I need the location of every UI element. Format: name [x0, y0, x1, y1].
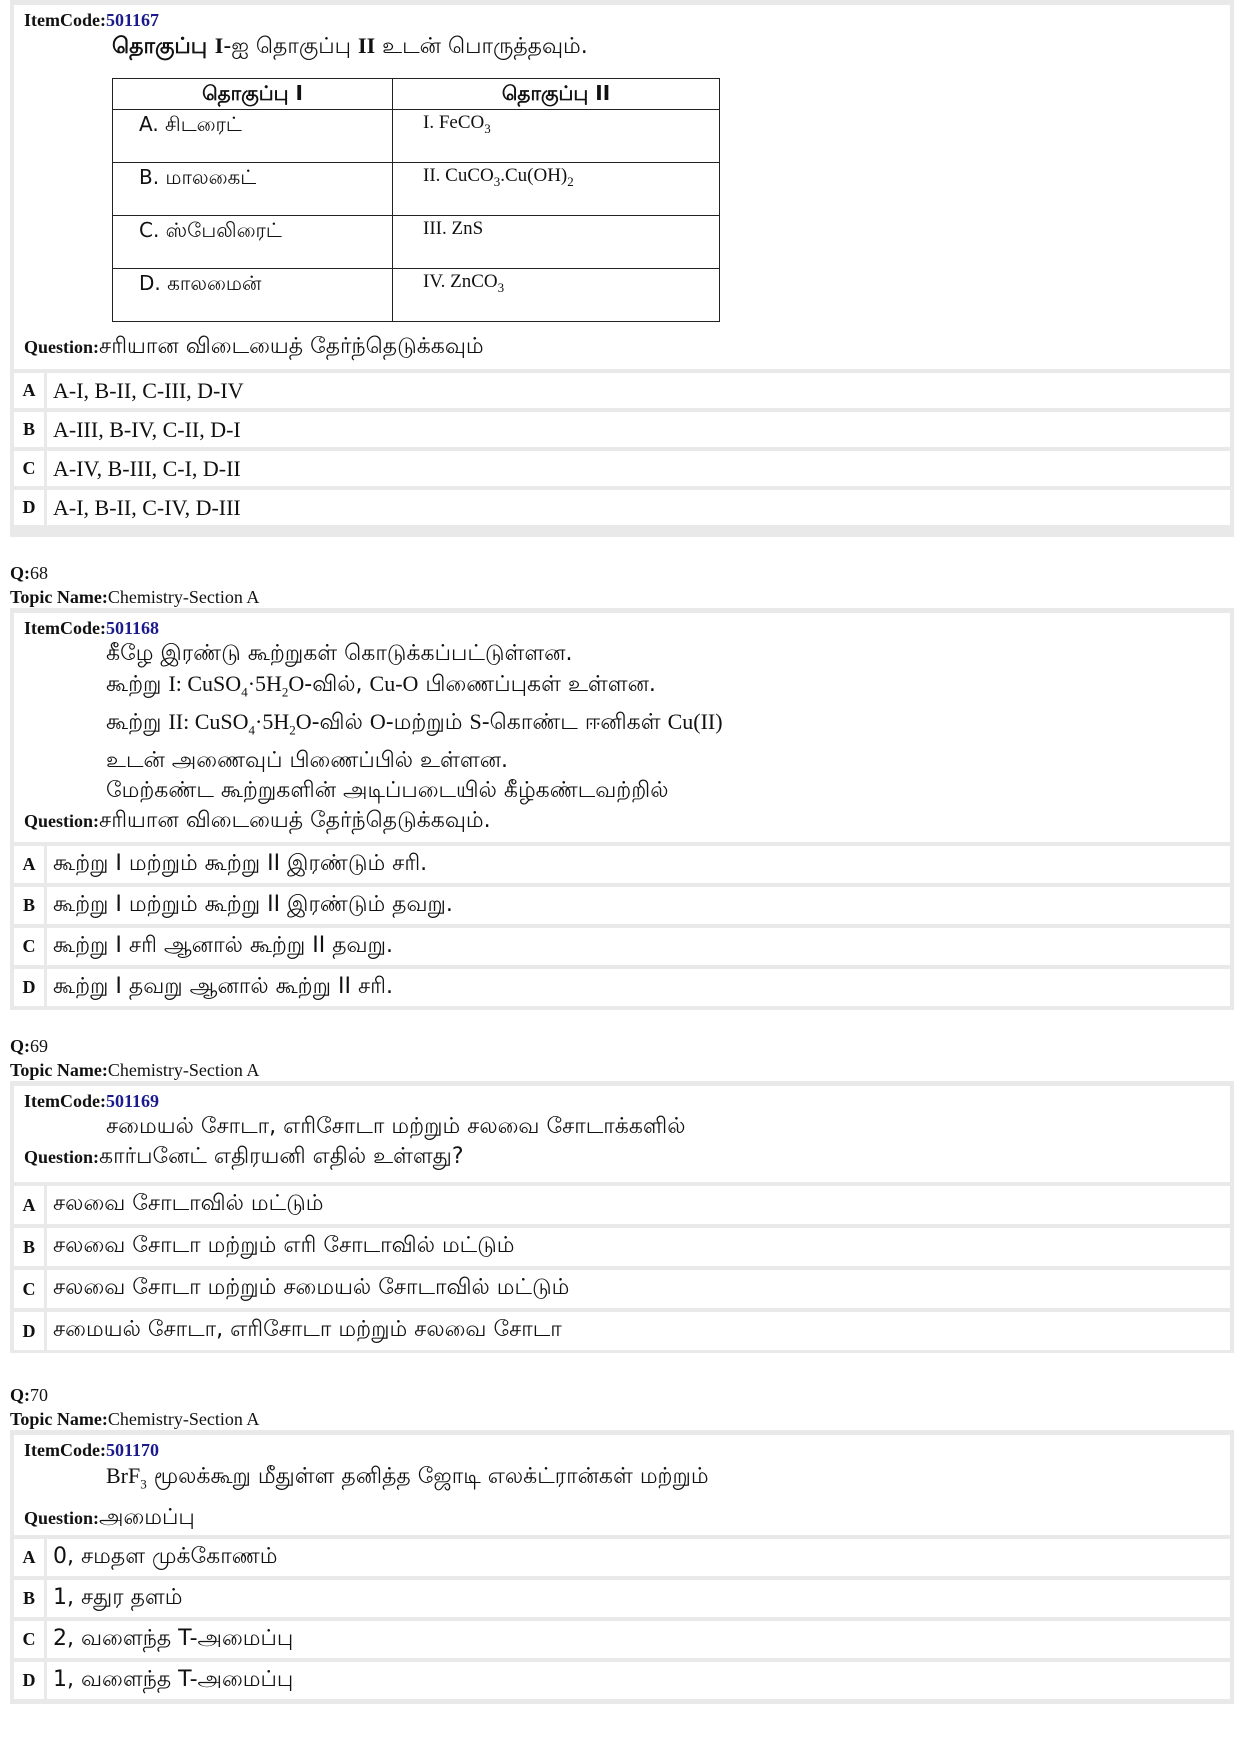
question-text: அமைப்பு: [99, 1505, 195, 1531]
table-cell: B. மாலகைட்: [113, 163, 393, 216]
table-cell: A. சிடரைட்: [113, 110, 393, 163]
option-text: சலவை சோடாவில் மட்டும்: [47, 1186, 1230, 1224]
formula-text: O: [288, 671, 305, 696]
option-text: A-III, B-IV, C-II, D-I: [47, 412, 1230, 447]
question-69-header: [10, 1034, 259, 1082]
formula-text: I. FeCO: [423, 112, 485, 133]
option-label: C: [14, 451, 44, 486]
option-a[interactable]: [14, 1539, 1230, 1576]
table-cell: [393, 269, 720, 322]
option-d[interactable]: [14, 969, 1230, 1006]
option-text: கூற்று I மற்றும் கூற்று II இரண்டும் தவறு.: [47, 887, 1230, 924]
question-text: கார்பனேட் எதிரயனி எதில் உள்ளது?: [99, 1144, 464, 1169]
q-label: Q:: [10, 1036, 30, 1056]
stem-text: மூலக்கூறு மீதுள்ள தனித்த ஜோடி எலக்ட்ரான்கள் மற்றும்: [146, 1464, 709, 1489]
item-code-label: ItemCode:: [24, 1091, 106, 1111]
option-a[interactable]: [14, 1186, 1230, 1224]
formula-text: BrF: [106, 1463, 141, 1488]
instruction-text: உடன் பொருத்தவும்.: [375, 34, 588, 59]
question-label: Question:: [24, 1147, 100, 1167]
formula-sub: 3: [484, 120, 491, 136]
table-cell: III. ZnS: [393, 216, 720, 269]
formula-text: Cu-O: [369, 671, 419, 696]
option-label: D: [14, 969, 44, 1006]
q-number: 69: [30, 1036, 48, 1056]
option-label: B: [14, 887, 44, 924]
option-a[interactable]: [14, 373, 1230, 408]
formula-sub: 2: [281, 684, 289, 700]
table-cell: [393, 163, 720, 216]
question-70-header: [10, 1383, 259, 1431]
item-code-label: ItemCode:: [24, 10, 106, 30]
stem-text: பிணைப்புகள் உள்ளன.: [418, 672, 656, 697]
item-code-value: 501170: [105, 1440, 159, 1460]
topic-label: Topic Name:: [10, 1060, 108, 1080]
question-68-panel: [10, 608, 1234, 1010]
stem-text: -வில்: [311, 710, 370, 736]
question-69-box: [14, 1086, 1230, 1182]
item-code-label: ItemCode:: [24, 1440, 106, 1460]
option-label: A: [14, 846, 44, 883]
stem-line: சமையல் சோடா, எரிசோடா மற்றும் சலவை சோடாக்களில்: [106, 1114, 686, 1139]
statement-1: [106, 669, 1220, 707]
table-row: [113, 110, 720, 163]
question-68-header: [10, 561, 259, 609]
table-row: [113, 163, 720, 216]
formula-text: IV. ZnCO: [423, 271, 498, 292]
question-stem: [106, 1461, 1220, 1499]
stem-line: கீழே இரண்டு கூற்றுகள் கொடுக்கப்பட்டுள்ளன.: [106, 641, 573, 666]
option-text: சமையல் சோடா, எரிசோடா மற்றும் சலவை சோடா: [47, 1312, 1230, 1350]
option-b[interactable]: [14, 1580, 1230, 1617]
q-number: 70: [30, 1385, 48, 1405]
option-text: A-IV, B-III, C-I, D-II: [47, 451, 1230, 486]
formula-sub: 2: [289, 722, 296, 738]
match-table-header: தொகுப்பு I: [113, 79, 393, 110]
option-text: 1, வளைந்த T-அமைப்பு: [47, 1662, 1230, 1699]
table-row: [113, 216, 720, 269]
formula-sub: 3: [140, 1476, 147, 1492]
item-code: [24, 617, 1220, 639]
item-code-label: ItemCode:: [24, 618, 106, 638]
question-line: [24, 1142, 1220, 1172]
option-label: A: [14, 373, 44, 408]
formula-text: .Cu(OH): [500, 165, 568, 186]
question-70-panel: [10, 1430, 1234, 1704]
option-text: 1, சதுர தளம்: [47, 1580, 1230, 1617]
option-label: A: [14, 1539, 44, 1576]
question-label: Question:: [24, 1508, 100, 1529]
formula-sub: 2: [567, 173, 574, 189]
stem-text: கூற்று: [106, 710, 169, 736]
stem-text: -மற்றும்: [385, 710, 470, 736]
question-label: Question:: [24, 810, 100, 831]
formula-text: O: [369, 709, 386, 735]
item-code: [24, 1439, 1220, 1461]
option-b[interactable]: [14, 1228, 1230, 1266]
formula-sub: 4: [248, 722, 255, 738]
option-label: C: [14, 1270, 44, 1308]
formula-text: S: [469, 709, 482, 735]
topic-label: Topic Name:: [10, 1409, 108, 1429]
question-68-box: [14, 613, 1230, 842]
option-label: C: [14, 1621, 44, 1658]
option-d[interactable]: [14, 1662, 1230, 1699]
stem-text: -கொண்ட ஈனிகள்: [481, 710, 668, 736]
option-label: D: [14, 1662, 44, 1699]
match-table-header: தொகுப்பு II: [393, 79, 720, 110]
topic-label: Topic Name:: [10, 587, 108, 607]
formula-sub: 4: [241, 684, 248, 700]
option-label: B: [14, 1580, 44, 1617]
q-label: Q:: [10, 563, 30, 583]
stem-text: கூற்று: [106, 672, 169, 697]
item-code: [24, 1090, 1220, 1112]
formula-sub: 3: [493, 173, 501, 189]
stem-text: -வில்,: [304, 672, 370, 697]
item-code: [24, 9, 1220, 31]
table-row: [113, 269, 720, 322]
option-label: D: [14, 490, 44, 525]
option-label: A: [14, 1186, 44, 1224]
question-stem: [106, 639, 1220, 806]
question-67-panel: [10, 0, 1234, 537]
table-cell: D. காலமைன்: [113, 269, 393, 322]
option-c[interactable]: [14, 1621, 1230, 1658]
q-label: Q:: [10, 1385, 30, 1405]
item-code-value: 501168: [105, 618, 159, 638]
question-label: Question:: [24, 337, 100, 357]
question-stem: [106, 1112, 1220, 1142]
question-70-box: [14, 1435, 1230, 1535]
question-67-box: [14, 5, 1230, 369]
option-text: சலவை சோடா மற்றும் சமையல் சோடாவில் மட்டும்: [47, 1270, 1230, 1308]
topic-name: Chemistry-Section A: [107, 587, 260, 607]
topic-name: Chemistry-Section A: [107, 1409, 260, 1429]
topic-name: Chemistry-Section A: [107, 1060, 260, 1080]
option-c[interactable]: [14, 451, 1230, 486]
option-text: கூற்று I தவறு ஆனால் கூற்று II சரி.: [47, 969, 1230, 1006]
table-cell: C. ஸ்பேலிரைட்: [113, 216, 393, 269]
stem-line: [106, 1461, 1220, 1499]
formula-text: ·5H: [255, 709, 290, 735]
option-text: A-I, B-II, C-IV, D-III: [47, 490, 1230, 525]
option-text: கூற்று I மற்றும் கூற்று II இரண்டும் சரி.: [47, 846, 1230, 883]
option-d[interactable]: [14, 490, 1230, 525]
question-line: [24, 1503, 1220, 1533]
question-text: சரியான விடையைத் தேர்ந்தெடுக்கவும்.: [99, 807, 491, 833]
instruction-text: II: [358, 33, 376, 58]
item-code-value: 501169: [105, 1091, 159, 1111]
option-label: C: [14, 928, 44, 965]
option-b[interactable]: [14, 412, 1230, 447]
instruction-text: தொகுப்பு: [112, 34, 215, 59]
option-c[interactable]: [14, 928, 1230, 965]
option-label: B: [14, 1228, 44, 1266]
option-label: D: [14, 1312, 44, 1350]
option-c[interactable]: [14, 1270, 1230, 1308]
question-69-panel: [10, 1081, 1234, 1353]
option-d[interactable]: [14, 1312, 1230, 1350]
instruction-text: I: [214, 33, 224, 58]
formula-text: O: [295, 709, 312, 735]
formula-text: Cu(II): [667, 709, 723, 735]
stem-line: மேற்கண்ட கூற்றுகளின் அடிப்படையில் கீழ்கண்டவற்றில்: [106, 777, 669, 803]
question-line: [24, 806, 1220, 836]
option-a[interactable]: [14, 846, 1230, 883]
option-text: 2, வளைந்த T-அமைப்பு: [47, 1621, 1230, 1658]
option-text: 0, சமதள முக்கோணம்: [47, 1539, 1230, 1576]
formula-text: II. CuCO: [423, 165, 494, 186]
option-text: A-I, B-II, C-III, D-IV: [47, 373, 1230, 408]
instruction-text: -ஐ தொகுப்பு: [223, 34, 359, 59]
item-code-value: 501167: [105, 10, 159, 30]
statement-2: [106, 707, 1220, 745]
q-number: 68: [30, 563, 48, 583]
option-text: சலவை சோடா மற்றும் எரி சோடாவில் மட்டும்: [47, 1228, 1230, 1266]
formula-text: I: CuSO: [168, 671, 242, 696]
question-line: [24, 332, 1220, 362]
option-text: கூற்று I சரி ஆனால் கூற்று II தவறு.: [47, 928, 1230, 965]
formula-text: ·5H: [247, 671, 282, 696]
stem-line: உடன் அணைவுப் பிணைப்பில் உள்ளன.: [106, 747, 509, 773]
formula-sub: 3: [497, 279, 505, 295]
match-table: [112, 78, 720, 322]
formula-text: II: CuSO: [168, 709, 249, 735]
question-text: சரியான விடையைத் தேர்ந்தெடுக்கவும்: [99, 334, 484, 359]
option-b[interactable]: [14, 887, 1230, 924]
table-cell: [393, 110, 720, 163]
option-label: B: [14, 412, 44, 447]
question-stem: [112, 31, 1220, 62]
